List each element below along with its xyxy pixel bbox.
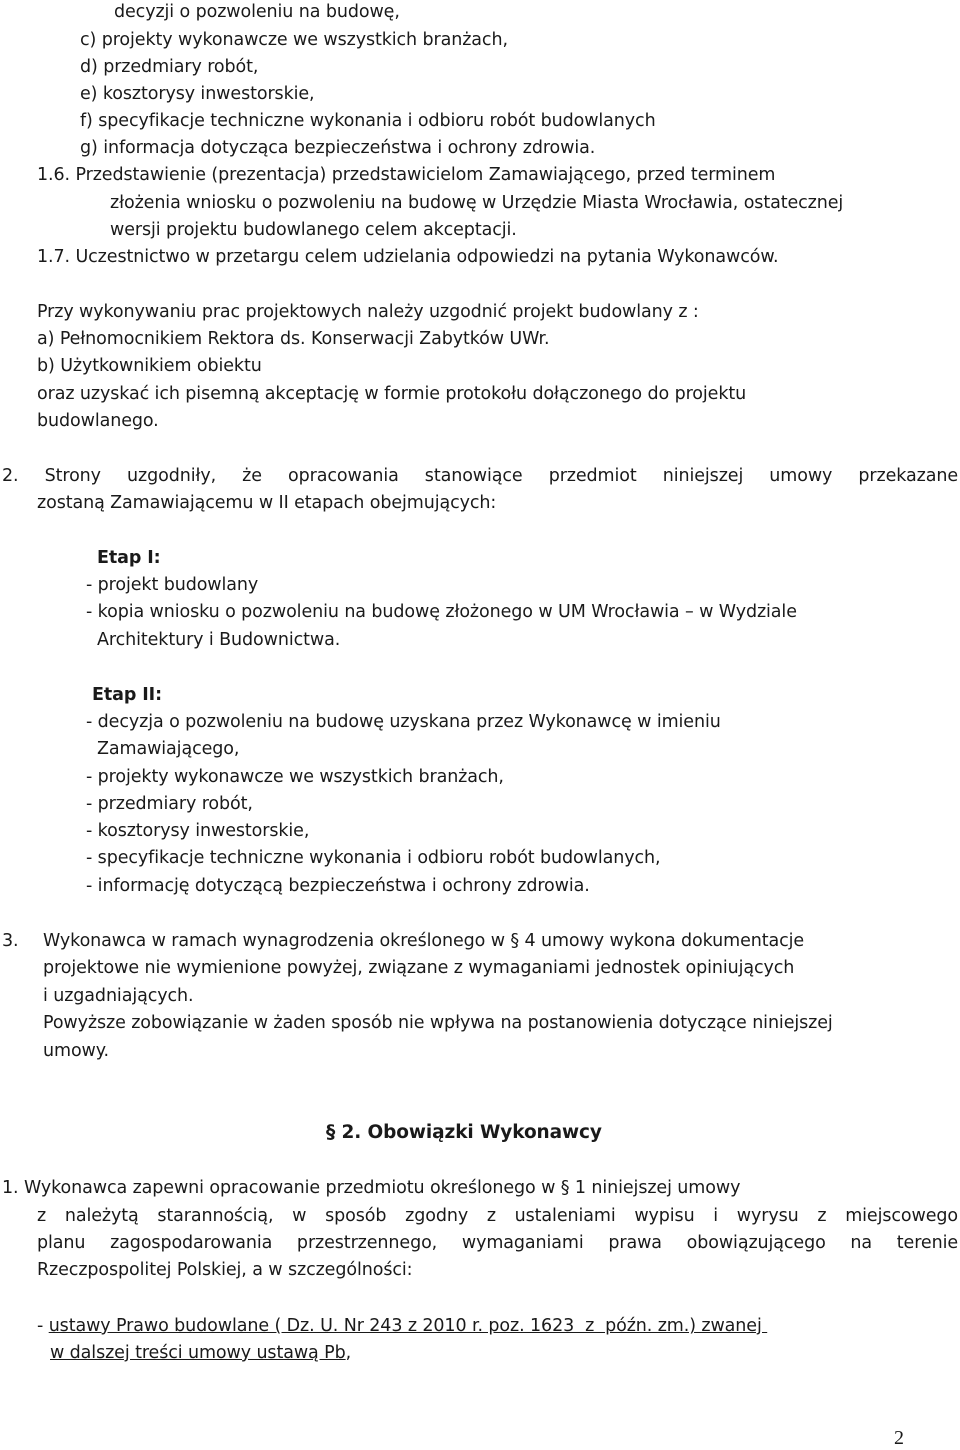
law-dash: - [37,1316,49,1336]
etap-2-item: Zamawiającego, [97,739,240,759]
law-reference-link: ustawy Prawo budowlane ( Dz. U. Nr 243 z 2010 r. poz. 1623 z późn. zm.) zwanej [48,1316,768,1336]
paragraph-line: budowlanego. [37,411,159,431]
etap-2-item: - informację dotyczącą bezpieczeństwa i ochrony zdrowia. [86,876,590,896]
paragraph-line: oraz uzyskać ich pisemną akceptację w formie protokołu dołączonego do projektu [37,384,747,404]
section-2-line: 2. Strony uzgodniły, że opracowania stanowiące przedmiot niniejszej umowy przekazane [2,466,958,486]
list-item-a: a) Pełnomocnikiem Rektora ds. Konserwacji Zabytków UWr. [37,329,550,349]
list-item-b: b) Użytkownikiem obiektu [37,356,262,376]
list-item-g: g) informacja dotycząca bezpieczeństwa i ochrony zdrowia. [80,138,596,158]
section-3-line: umowy. [43,1041,109,1061]
item-1-6: 1.6. Przedstawienie (prezentacja) przedstawicielom Zamawiającego, przed terminem [37,165,776,185]
law-reference-link: w dalszej treści umowy ustawą Pb [50,1343,346,1363]
section-2-line: zostaną Zamawiającemu w II etapach obejmujących: [37,493,497,513]
etap-2-item: - przedmiary robót, [86,794,253,814]
obligation-line: 1. Wykonawca zapewni opracowanie przedmiotu określonego w § 1 niniejszej umowy [2,1178,741,1198]
item-1-7: 1.7. Uczestnictwo w przetargu celem udzielania odpowiedzi na pytania Wykonawców. [37,247,779,267]
etap-2-item: - projekty wykonawcze we wszystkich branżach, [86,767,504,787]
list-item-c: c) projekty wykonawcze we wszystkich branżach, [80,30,508,50]
list-item-d: d) przedmiary robót, [80,57,259,77]
etap-2-item: - kosztorysy inwestorskie, [86,821,310,841]
law-reference-tail: , [345,1343,352,1363]
etap-2-title: Etap II: [92,685,162,705]
etap-1-title: Etap I: [97,548,161,568]
etap-1-item: Architektury i Budownictwa. [97,630,341,650]
list-item-f: f) specyfikacje techniczne wykonania i odbioru robót budowlanych [80,111,656,131]
section-3-number: 3. [2,931,19,951]
etap-1-item: - projekt budowlany [86,575,259,595]
list-item-e: e) kosztorysy inwestorskie, [80,84,315,104]
obligation-line: Rzeczpospolitej Polskiej, a w szczególności: [37,1260,413,1280]
section-3-line: i uzgadniających. [43,986,194,1006]
section-heading: § 2. Obowiązki Wykonawcy [326,1122,602,1143]
law-reference [37,1314,767,1338]
obligation-line: z należytą starannością, w sposób zgodny z ustaleniami wypisu i wyrysu z miejscowego [37,1206,958,1226]
etap-1-item: - kopia wniosku o pozwoleniu na budowę złożonego w UM Wrocławia – w Wydziale [86,602,797,622]
paragraph-line: Przy wykonywaniu prac projektowych należy uzgodnić projekt budowlany z : [37,302,699,322]
etap-2-item: - specyfikacje techniczne wykonania i odbioru robót budowlanych, [86,848,661,868]
item-1-6-line: wersji projektu budowlanego celem akceptacji. [110,220,517,240]
page-number: 2 [894,1427,904,1449]
etap-2-item: - decyzja o pozwoleniu na budowę uzyskana przez Wykonawcę w imieniu [86,712,721,732]
section-3-line: projektowe nie wymienione powyżej, związane z wymaganiami jednostek opiniujących [43,958,795,978]
law-reference-cont [50,1341,351,1365]
section-3-line: Powyższe zobowiązanie w żaden sposób nie wpływa na postanowienia dotyczące niniejszej [43,1013,833,1033]
list-line: decyzji o pozwoleniu na budowę, [114,2,400,22]
section-3-line: Wykonawca w ramach wynagrodzenia określonego w § 4 umowy wykona dokumentacje [43,931,805,951]
obligation-line: planu zagospodarowania przestrzennego, wymaganiami prawa obowiązującego na terenie [37,1233,958,1253]
item-1-6-line: złożenia wniosku o pozwoleniu na budowę w Urzędzie Miasta Wrocławia, ostatecznej [110,193,844,213]
